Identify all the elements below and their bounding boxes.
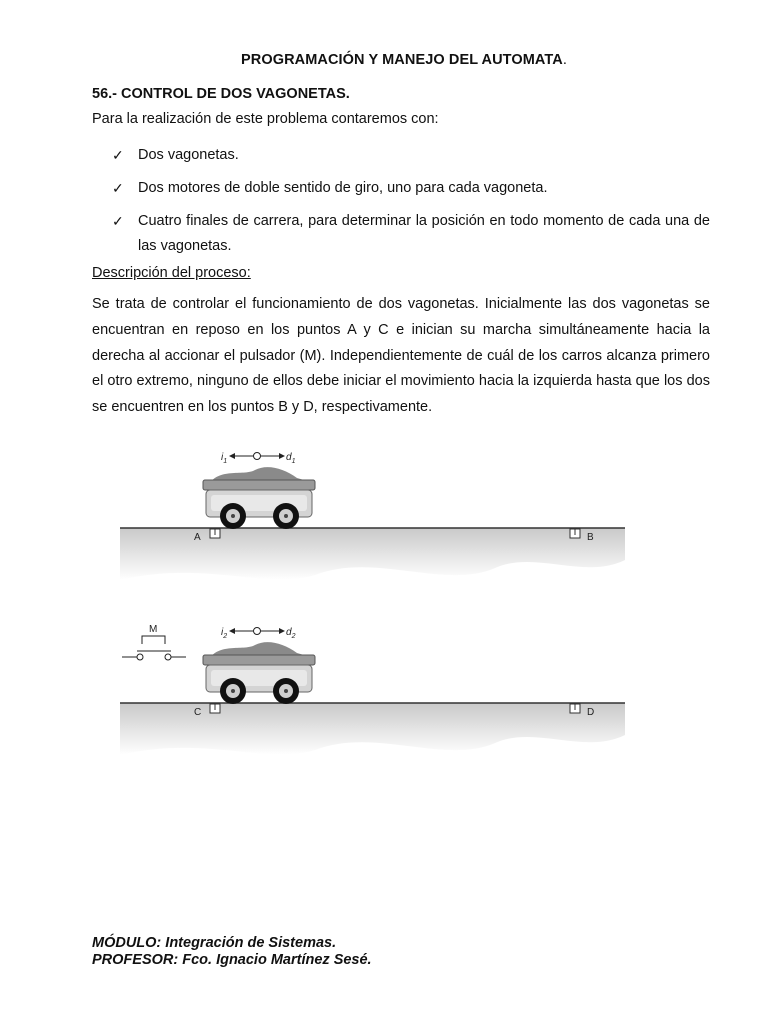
list-item	[92, 209, 710, 259]
description-text: Se trata de controlar el funcionamiento de dos vagonetas. Inicialmente las dos vagonetas se encuentran en reposo en los puntos A y C e inician su marcha simultáneamente hacia la derecha al accionar el pulsador (M). Independientemente de cuál de los carros alcanza primero el otro extremo, ninguno de ellos debe iniciar el movimiento hacia la izquierda hasta que los dos se encuentren en los puntos B y D, respectivamente.	[92, 296, 710, 416]
page-title-text: PROGRAMACIÓN Y MANEJO DEL AUTOMATA	[240, 52, 563, 68]
list-item	[92, 176, 710, 201]
limit-switch-a	[210, 529, 220, 538]
switch-label-a: A	[194, 532, 201, 543]
page-title	[0, 52, 768, 68]
dir-label-right: $d_1$	[286, 452, 296, 465]
check-icon: ✓	[112, 180, 124, 196]
dir-label-left: $i_2$	[221, 627, 228, 640]
switch-label-b: B	[587, 532, 594, 543]
wagon-wheel	[220, 678, 246, 704]
footer-teacher: PROFESOR: Fco. Ignacio Martínez Sesé.	[92, 952, 372, 968]
direction-arrows	[229, 453, 285, 460]
section-heading: 56.- CONTROL DE DOS VAGONETAS.	[92, 86, 350, 102]
wagon-diagram-top	[115, 440, 635, 600]
limit-switch-c	[210, 704, 220, 713]
list-item	[92, 143, 710, 168]
check-icon: ✓	[112, 213, 124, 229]
check-icon: ✓	[112, 147, 124, 163]
list-item-text: Dos vagonetas.	[138, 147, 239, 163]
pushbutton-m	[122, 636, 186, 660]
switch-label-c: C	[194, 707, 202, 718]
list-item-text: Dos motores de doble sentido de giro, uno para cada vagoneta.	[138, 180, 548, 196]
wagon-wheel	[273, 678, 299, 704]
wagon-scene-bottom	[115, 615, 635, 785]
wagon-wheel	[273, 503, 299, 529]
direction-arrows	[229, 628, 285, 635]
pushbutton-label: M	[149, 624, 158, 635]
requirements-list	[92, 143, 710, 267]
list-item-text: Cuatro finales de carrera, para determinar la posición en todo momento de cada una de las vagonetas.	[138, 213, 710, 254]
description-label: Descripción del proceso:	[92, 265, 251, 281]
limit-switch-b	[570, 529, 580, 538]
footer-module: MÓDULO: Integración de Sistemas.	[92, 935, 337, 951]
wagon-diagram-bottom	[115, 615, 635, 775]
intro-text: Para la realización de este problema contaremos con:	[92, 111, 439, 127]
limit-switch-d	[570, 704, 580, 713]
switch-label-d: D	[587, 707, 595, 718]
wagon-wheel	[220, 503, 246, 529]
dir-label-left: $i_1$	[221, 452, 228, 465]
page-title-suffix: .	[562, 52, 568, 68]
wagon-1	[203, 467, 315, 529]
dir-label-right: $d_2$	[286, 627, 296, 640]
wagon-scene-top	[115, 440, 635, 610]
wagon-2	[203, 642, 315, 704]
